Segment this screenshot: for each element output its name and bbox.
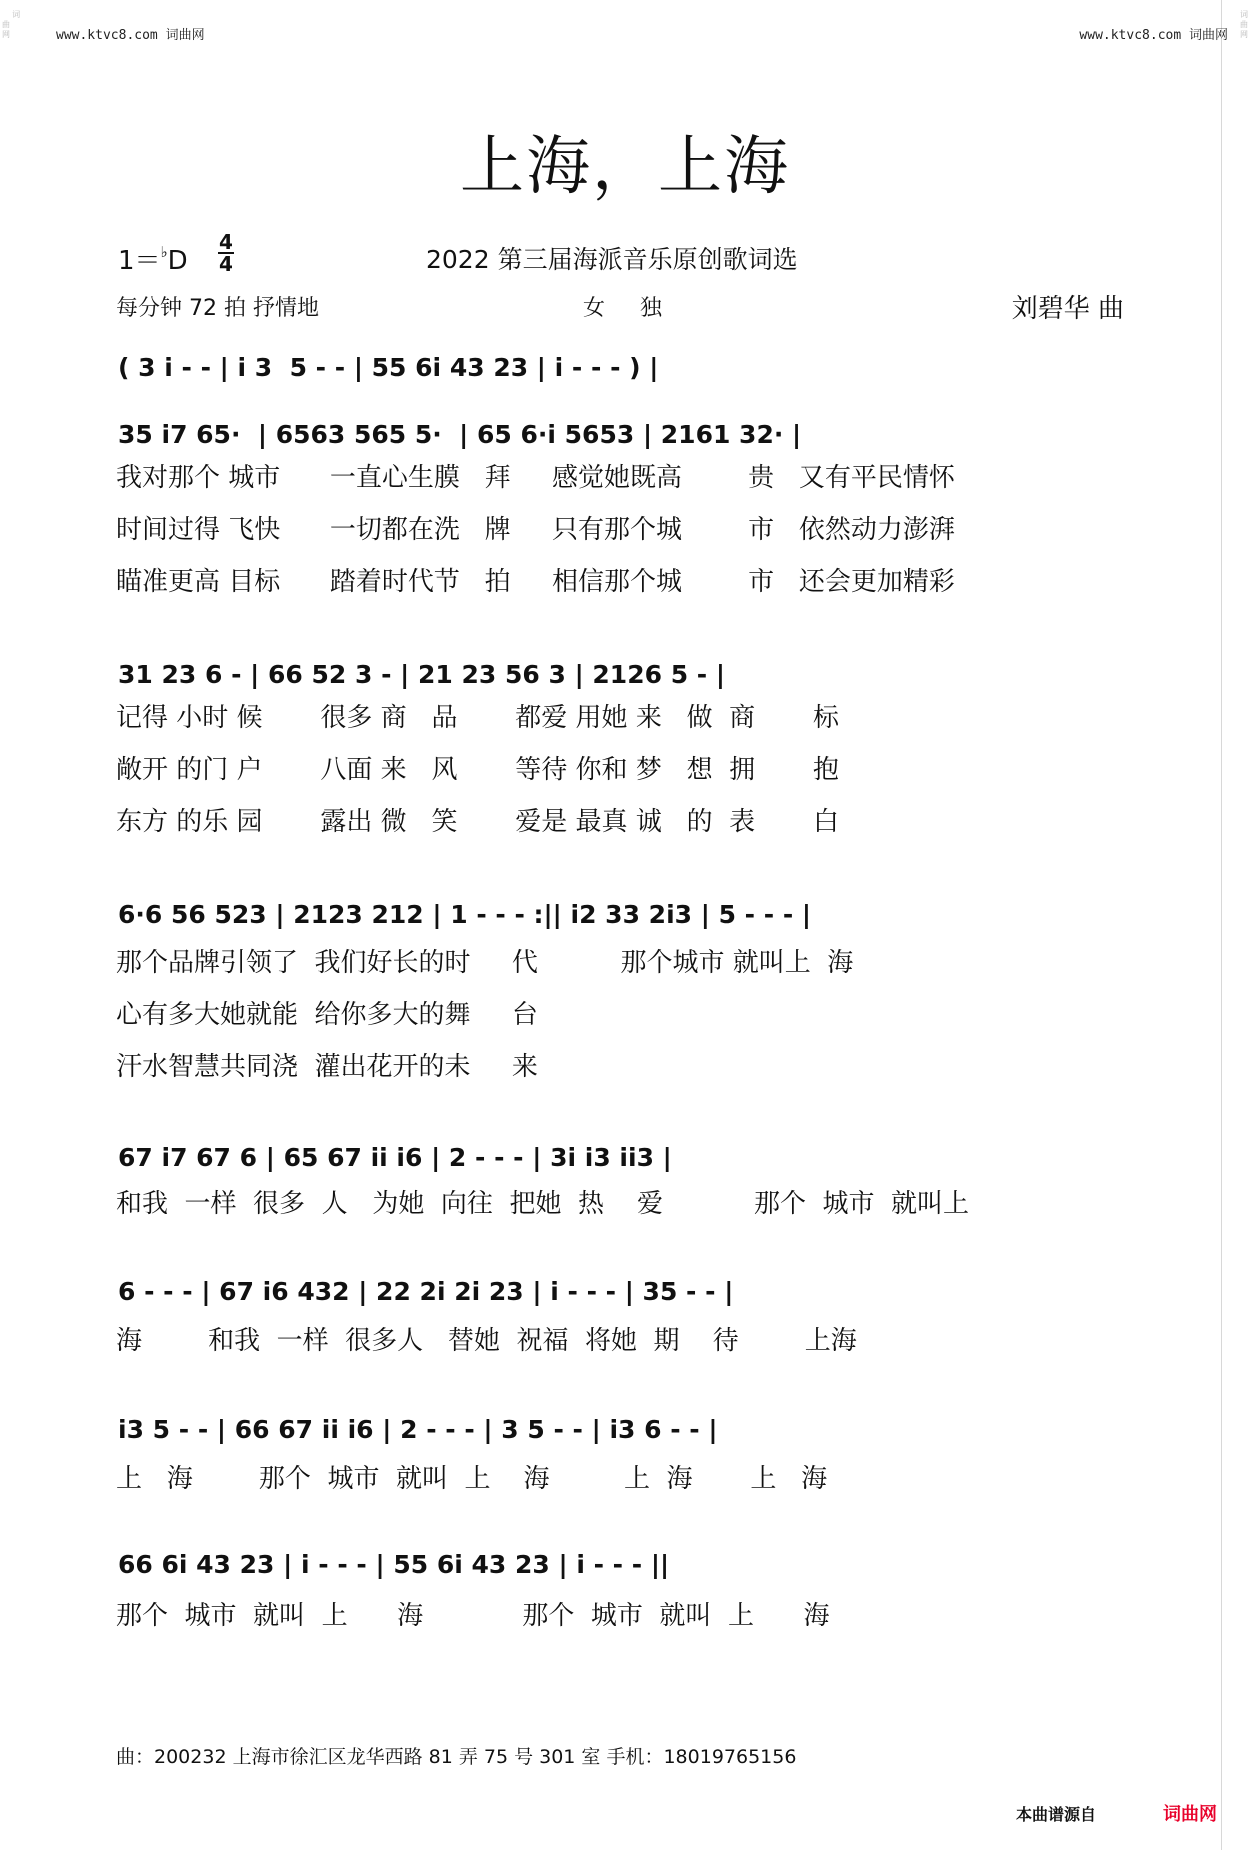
lyric-line: 心有多大她就能 给你多大的舞 台 xyxy=(116,1000,538,1030)
side-watermark-right xyxy=(1226,0,1248,1850)
lyric-line: 记得 小时 候 很多 商 品 都爱 用她 来 做 商 标 xyxy=(116,703,839,733)
voice-type: 女 独 xyxy=(583,296,662,321)
lyric-line: 瞄准更高 目标 踏着时代节 拍 相信那个城 市 还会更加精彩 xyxy=(116,567,955,597)
lyric-line: 东方 的乐 园 露出 微 笑 爱是 最真 诚 的 表 白 xyxy=(116,807,839,837)
notation-line-5: 67 i7 67 6 | 65 67 ii i6 | 2 - - - | 3i i3 ii3 | xyxy=(118,1143,672,1172)
lyric-line: 那个 城市 就叫 上 海 那个 城市 就叫 上 海 xyxy=(116,1601,830,1631)
time-signature xyxy=(218,232,234,274)
song-title: 上海，上海 xyxy=(460,130,790,204)
lyric-line: 时间过得 飞快 一切都在洗 牌 只有那个城 市 依然动力澎湃 xyxy=(116,515,955,545)
notation-line-3: 31 23 6 - | 66 52 3 - | 21 23 56 3 | 2126 5 - | xyxy=(118,660,726,689)
composer-address: 曲：200232 上海市徐汇区龙华西路 81 弄 75 号 301 室 手机：18019765156 xyxy=(116,1746,797,1768)
key-signature xyxy=(118,240,188,277)
notation-line-4: 6·6 56 523 | 2123 212 | 1 - - - :|| i2 33 2i3 | 5 - - - | xyxy=(118,900,812,929)
header-site-right[interactable]: www.ktvc8.com 词曲网 xyxy=(1079,28,1228,43)
lyric-line: 汗水智慧共同浇 灌出花开的未 来 xyxy=(116,1052,538,1082)
score-subtitle: 2022 第三届海派音乐原创歌词选 xyxy=(426,245,798,274)
notation-line-2: 35 i7 65· | 6563 565 5· | 65 6·i 5653 | 2161 32· | xyxy=(118,420,802,449)
time-signature-bottom: 4 xyxy=(219,252,233,276)
source-brand-link[interactable]: 词曲网 xyxy=(1163,1804,1217,1825)
side-watermark-text: 词 曲 网 xyxy=(2,10,21,39)
lyric-line: 上 海 那个 城市 就叫 上 海 上 海 上 海 xyxy=(116,1464,828,1494)
notation-line-8: 66 6i 43 23 | i - - - | 55 6i 43 23 | i - - - || xyxy=(118,1550,670,1579)
key-note: D xyxy=(167,246,188,276)
notation-line-6: 6 - - - | 67 i6 432 | 22 2i 2i 23 | i - - - | 35 - - | xyxy=(118,1277,734,1306)
page-edge-line xyxy=(1221,0,1222,1850)
composer-credit: 刘碧华 曲 xyxy=(1011,294,1124,324)
side-watermark-left xyxy=(2,0,24,1850)
lyric-line: 敞开 的门 户 八面 来 风 等待 你和 梦 想 拥 抱 xyxy=(116,755,839,785)
source-label: 本曲谱源自 xyxy=(1016,1805,1097,1824)
notation-line-7: i3 5 - - | 66 67 ii i6 | 2 - - - | 3 5 - - | i3 6 - - | xyxy=(118,1415,718,1444)
time-signature-top: 4 xyxy=(219,230,233,254)
lyric-line: 我对那个 城市 一直心生膜 拜 感觉她既高 贵 又有平民情怀 xyxy=(116,463,955,493)
lyric-line: 那个品牌引领了 我们好长的时 代 那个城市 就叫上 海 xyxy=(116,948,854,978)
tempo-marking: 每分钟 72 拍 抒情地 xyxy=(116,296,319,321)
lyric-line: 海 和我 一样 很多人 替她 祝福 将她 期 待 上海 xyxy=(116,1326,857,1356)
notation-line-1: ( 3 i - - | i 3 5 - - | 55 6i 43 23 | i - - - ) | xyxy=(118,353,659,382)
lyric-line: 和我 一样 很多 人 为她 向往 把她 热 爱 那个 城市 就叫上 xyxy=(116,1189,969,1219)
key-prefix: 1＝ xyxy=(118,246,161,276)
flat-sign: ♭ xyxy=(160,243,168,261)
side-watermark-text: 词 曲 网 xyxy=(1240,10,1248,39)
header-site-left[interactable]: www.ktvc8.com 词曲网 xyxy=(56,28,205,43)
